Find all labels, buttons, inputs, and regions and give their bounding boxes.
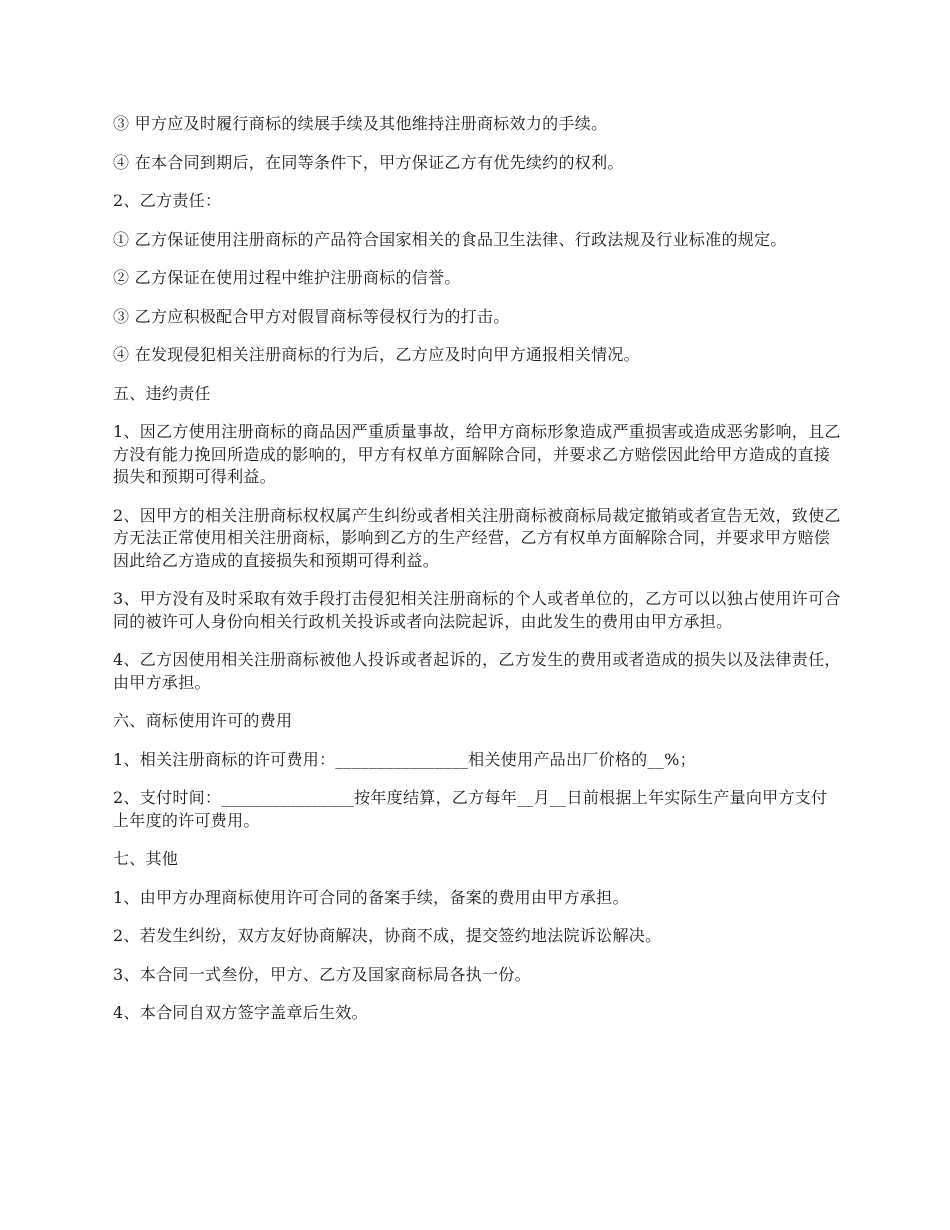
section-heading-other: 七、其他 <box>113 849 179 868</box>
section-heading-license-fee: 六、商标使用许可的费用 <box>113 711 293 730</box>
other-clause-2: 2、若发生纠纷，双方友好协商解决，协商不成，提交签约地法院诉讼解决。 <box>113 926 662 945</box>
document-page <box>113 113 843 1041</box>
clause-jia-priority-renewal: ④ 在本合同到期后，在同等条件下，甲方保证乙方有优先续约的权利。 <box>113 152 624 172</box>
breach-clause-3: 3、甲方没有及时采取有效手段打击侵犯相关注册商标的个人或者单位的，乙方可以以独占使用许可合同的被许可人身份向相关行政机关投诉或者向法院起诉，由此发生的费用由甲方承担。 <box>113 589 841 631</box>
clause-yi-product-standards: ① 乙方保证使用注册商标的产品符合国家相关的食品卫生法律、行政法规及行业标准的规定。 <box>113 229 787 249</box>
breach-clause-1: 1、因乙方使用注册商标的商品因严重质量事故，给甲方商标形象造成严重损害或造成恶劣影响，且乙方没有能力挽回所造成的影响的，甲方有权单方面解除合同，并要求乙方赔偿因此给甲方造成的直接损失和预期可得利益。 <box>113 422 841 486</box>
clause-jia-renewal: ③ 甲方应及时履行商标的续展手续及其他维持注册商标效力的手续。 <box>113 114 608 133</box>
clause-yi-reputation: ② 乙方保证在使用过程中维护注册商标的信誉。 <box>113 268 461 287</box>
fee-clause-2: 2、支付时间：________________按年度结算，乙方每年__月__日前根据上年实际生产量向甲方支付上年度的许可费用。 <box>113 788 828 830</box>
clause-yi-report-infringement: ④ 在发现侵犯相关注册商标的行为后，乙方应及时向甲方通报相关情况。 <box>113 345 640 364</box>
other-clause-1: 1、由甲方办理商标使用许可合同的备案手续，备案的费用由甲方承担。 <box>113 887 629 907</box>
breach-clause-2: 2、因甲方的相关注册商标权权属产生纠纷或者相关注册商标被商标局裁定撤销或者宣告无效，致使乙方无法正常使用相关注册商标，影响到乙方的生产经营，乙方有权单方面解除合同，并要求甲方赔偿因此给乙方造成的直接损失和预期可得利益。 <box>113 505 841 570</box>
section-heading-breach: 五、违约责任 <box>113 383 211 403</box>
clause-yi-anti-counterfeit: ③ 乙方应积极配合甲方对假冒商标等侵权行为的打击。 <box>113 306 510 326</box>
heading-yi-responsibility: 2、乙方责任： <box>113 191 222 210</box>
other-clause-4: 4、本合同自双方签字盖章后生效。 <box>113 1003 368 1022</box>
breach-clause-4: 4、乙方因使用相关注册商标被他人投诉或者起诉的，乙方发生的费用或者造成的损失以及法律责任，由甲方承担。 <box>113 650 841 692</box>
fee-clause-1: 1、相关注册商标的许可费用：________________相关使用产品出厂价格的__%； <box>113 749 696 769</box>
other-clause-3: 3、本合同一式叁份，甲方、乙方及国家商标局各执一份。 <box>113 964 531 984</box>
